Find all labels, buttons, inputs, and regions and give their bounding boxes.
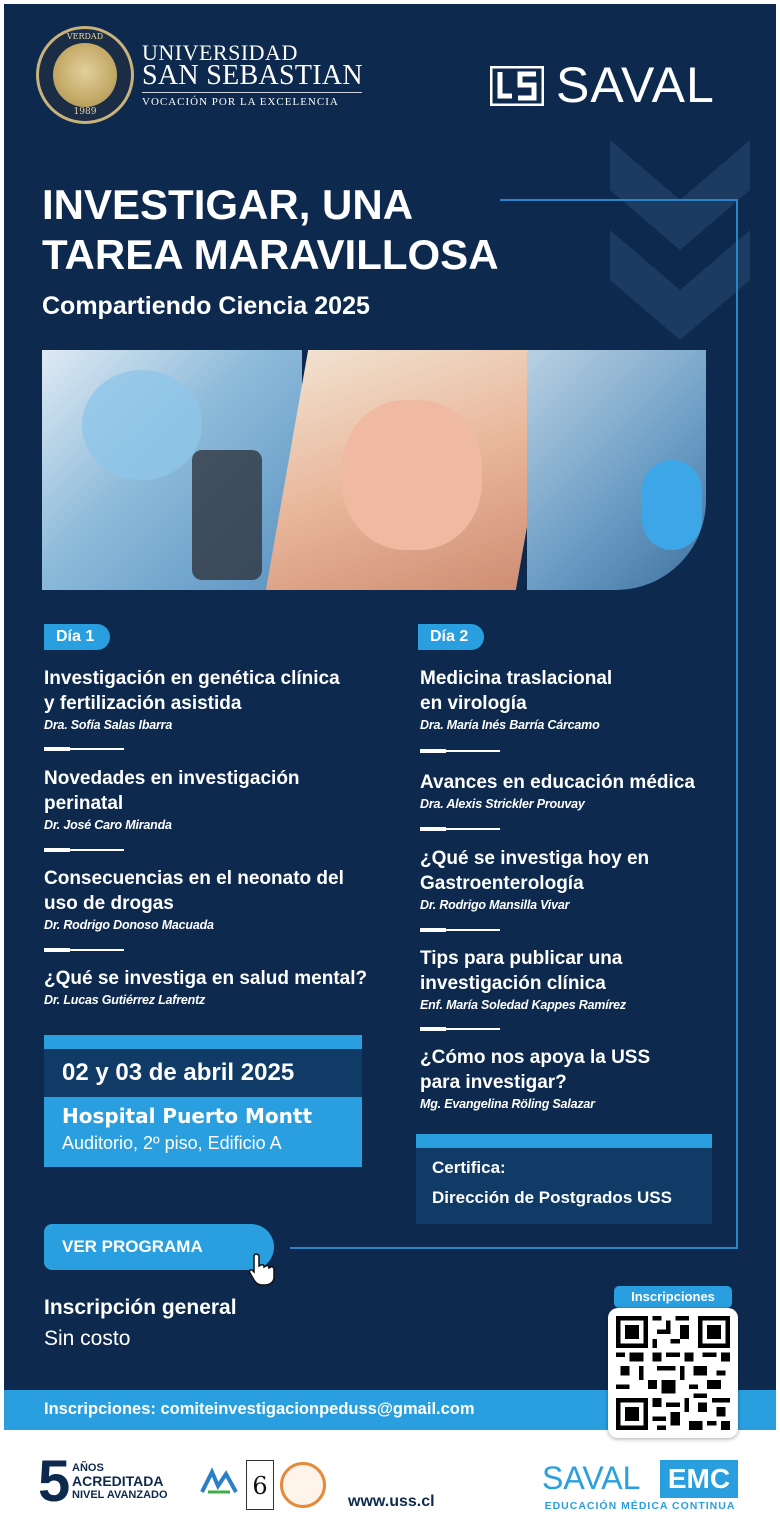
hand-cursor-icon	[248, 1252, 276, 1286]
photo-banner	[42, 350, 706, 590]
certification-issuer: Dirección de Postgrados USS	[432, 1188, 672, 1207]
talk-title: ¿Qué se investiga en salud mental?	[44, 968, 368, 989]
talk-divider	[44, 948, 124, 952]
saval-logo-icon	[490, 66, 544, 106]
talk-title: investigación clínica	[420, 973, 606, 994]
talk-divider	[420, 928, 500, 932]
talk-title: Avances en educación médica	[420, 772, 695, 793]
event-room: Auditorio, 2º piso, Edificio A	[62, 1133, 282, 1153]
talk-title: y fertilización asistida	[44, 693, 242, 714]
talk-title: perinatal	[44, 793, 124, 814]
day2-talk-3	[420, 846, 780, 914]
day1-talk-3	[44, 866, 404, 934]
accreditation-block	[72, 1462, 188, 1502]
saval-logo-text: SAVAL	[556, 57, 715, 113]
tagline-divider	[142, 92, 362, 93]
registration-cost: Sin costo	[44, 1327, 131, 1350]
talk-divider	[44, 848, 124, 852]
uss-seal-logo	[36, 26, 134, 124]
talk-speaker: Dr. Rodrigo Mansilla Vivar	[420, 898, 570, 912]
accreditation-level: NIVEL AVANZADO	[72, 1489, 168, 1501]
talk-speaker: Dr. José Caro Miranda	[44, 818, 172, 832]
university-name-line2: SAN SEBASTIAN	[142, 60, 363, 91]
website-link[interactable]: www.uss.cl	[348, 1493, 435, 1510]
day2-talk-4	[420, 946, 780, 1014]
day2-talk-1	[420, 666, 780, 734]
day2-talk-2	[420, 770, 780, 813]
university-name-line1: UNIVERSIDAD	[142, 40, 298, 65]
talk-title: Consecuencias en el neonato del	[44, 868, 344, 889]
talk-speaker: Mg. Evangelina Röling Salazar	[420, 1097, 595, 1111]
talk-title: ¿Qué se investiga hoy en	[420, 848, 650, 869]
day2-label: Día 2	[418, 624, 484, 650]
seal-top-text: VERDAD	[66, 32, 104, 41]
day2-talk-5	[420, 1045, 780, 1113]
accreditation-years: AÑOS	[72, 1462, 104, 1474]
day1-talk-1	[44, 666, 404, 734]
page-title	[42, 180, 499, 280]
page-subtitle: Compartiendo Ciencia 2025	[42, 292, 370, 320]
talk-title: ¿Cómo nos apoya la USS	[420, 1047, 651, 1068]
event-venue: Hospital Puerto Montt	[62, 1104, 313, 1128]
lab-scientist-cap-shape	[82, 370, 202, 480]
title-line1: INVESTIGAR, UNA	[42, 181, 414, 228]
talk-speaker: Enf. María Soledad Kappes Ramírez	[420, 998, 626, 1012]
day1-talk-2	[44, 766, 404, 834]
talk-speaker: Dr. Lucas Gutiérrez Lafrentz	[44, 993, 206, 1007]
talk-speaker: Dr. Rodrigo Donoso Macuada	[44, 918, 214, 932]
certification-label: Certifica:	[432, 1158, 506, 1177]
talk-speaker: Dra. Sofía Salas Ibarra	[44, 718, 173, 732]
talk-title: para investigar?	[420, 1072, 567, 1093]
talk-divider	[44, 747, 124, 751]
talk-title: en virología	[420, 693, 527, 714]
talk-title: Tips para publicar una	[420, 948, 623, 969]
frame-line-bottom	[290, 1247, 738, 1249]
title-line2: TAREA MARAVILLOSA	[42, 231, 499, 278]
glove-shape	[642, 460, 702, 550]
talk-title: Novedades en investigación	[44, 768, 300, 789]
day1-talk-4	[44, 966, 404, 1009]
talk-divider	[420, 827, 500, 831]
cert-box-accent	[416, 1134, 712, 1148]
frame-line-top	[500, 199, 738, 201]
emc-logo-badge: EMC	[660, 1460, 738, 1498]
saval-emc-subtitle: EDUCACIÓN MÉDICA CONTINUA	[544, 1500, 736, 1512]
accreditation-badge: 6	[246, 1460, 274, 1510]
accreditation-years-number: 5	[38, 1449, 71, 1514]
saval-emc-logo-text: SAVAL	[542, 1460, 641, 1496]
microscope-shape	[192, 450, 262, 580]
talk-divider	[420, 749, 500, 753]
talk-divider	[420, 1027, 500, 1031]
event-dates: 02 y 03 de abril 2025	[62, 1059, 295, 1086]
registration-email[interactable]: Inscripciones: comiteinvestigacionpeduss@gmail.com	[44, 1400, 475, 1418]
quality-seal-icon	[280, 1462, 326, 1508]
accreditation-status: ACREDITADA	[72, 1473, 164, 1489]
date-box-accent	[44, 1035, 362, 1049]
talk-speaker: Dra. Alexis Strickler Prouvay	[420, 797, 585, 811]
registration-title: Inscripción general	[44, 1296, 237, 1319]
registration-qr-code[interactable]	[616, 1316, 730, 1430]
talk-title: Investigación en genética clínica	[44, 668, 340, 689]
day1-label: Día 1	[44, 624, 110, 650]
university-tagline: VOCACIÓN POR LA EXCELENCIA	[142, 96, 339, 108]
talk-title: uso de drogas	[44, 893, 174, 914]
talk-title: Medicina traslacional	[420, 668, 613, 689]
talk-speaker: Dra. María Inés Barría Cárcamo	[420, 718, 600, 732]
qr-label: Inscripciones	[614, 1286, 732, 1308]
cna-logo-icon	[196, 1462, 242, 1508]
talk-title: Gastroenterología	[420, 873, 584, 894]
seal-year-text: 1989	[73, 107, 97, 117]
newborn-shape	[342, 400, 482, 550]
view-program-button[interactable]: VER PROGRAMA	[44, 1224, 274, 1270]
